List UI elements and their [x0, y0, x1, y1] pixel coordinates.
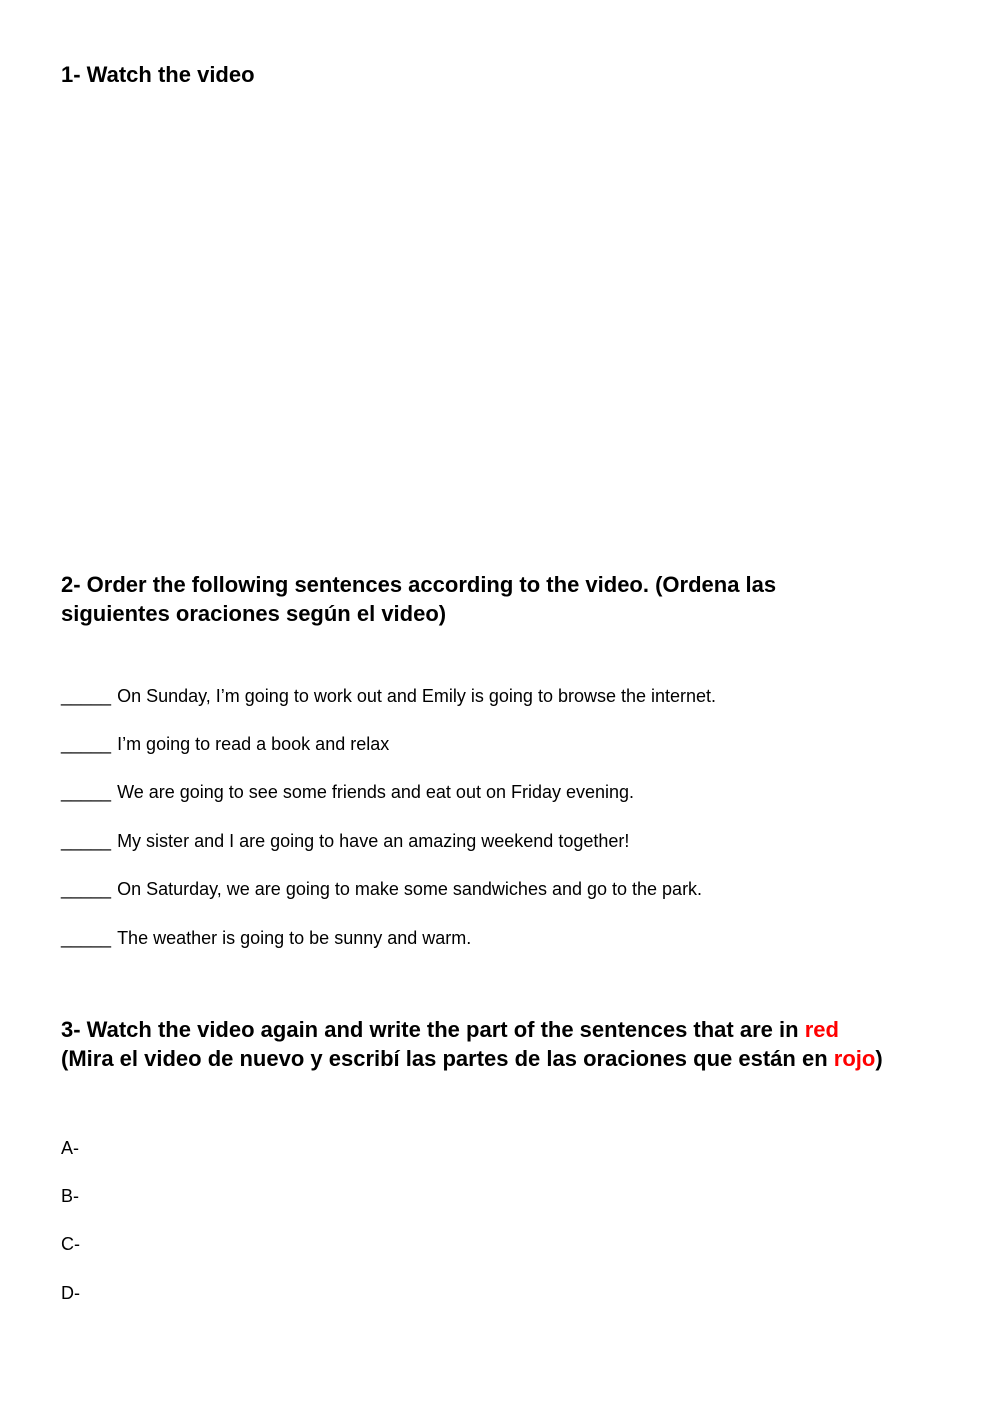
sentence-item-5: [61, 878, 702, 900]
answer-blank[interactable]: _____: [61, 686, 112, 706]
answer-line-b[interactable]: B-: [61, 1186, 79, 1206]
section-3-heading: [61, 1015, 883, 1073]
red-highlight-word: red: [804, 1017, 839, 1042]
answer-blank[interactable]: _____: [61, 879, 112, 899]
answer-line-d[interactable]: D-: [61, 1283, 80, 1303]
section-3-heading-line-2: [61, 1044, 883, 1073]
sentence-text: My sister and I are going to have an amazing weekend together!: [117, 831, 630, 851]
section-2-heading-line-2: siguientes oraciones según el video): [61, 601, 447, 626]
answer-line-c[interactable]: C-: [61, 1234, 80, 1254]
sentence-item-3: [61, 781, 634, 803]
section-3-heading-line-1: [61, 1015, 883, 1044]
sentence-item-2: [61, 733, 389, 755]
sentence-text: I’m going to read a book and relax: [117, 734, 390, 754]
section-3-line-2-text: (Mira el video de nuevo y escribí las partes de las oraciones que están en: [61, 1046, 828, 1071]
sentence-text: The weather is going to be sunny and warm.: [117, 928, 472, 948]
sentence-text: On Saturday, we are going to make some sandwiches and go to the park.: [117, 879, 703, 899]
section-2-heading: [61, 570, 776, 628]
answer-line-a[interactable]: A-: [61, 1138, 79, 1158]
section-3-line-1-text: 3- Watch the video again and write the part of the sentences that are in: [61, 1017, 799, 1042]
answer-blank[interactable]: _____: [61, 928, 112, 948]
sentence-text: On Sunday, I’m going to work out and Emily is going to browse the internet.: [117, 686, 717, 706]
sentence-item-1: [61, 685, 716, 707]
section-1-heading: 1- Watch the video: [61, 62, 255, 87]
answer-blank[interactable]: _____: [61, 734, 112, 754]
answer-blank[interactable]: _____: [61, 782, 112, 802]
sentence-item-4: [61, 830, 629, 852]
closing-paren: ): [875, 1046, 883, 1071]
answer-blank[interactable]: _____: [61, 831, 112, 851]
rojo-highlight-word: rojo: [833, 1046, 876, 1071]
section-2-heading-line-1: 2- Order the following sentences according to the video. (Ordena las: [61, 572, 777, 597]
sentence-text: We are going to see some friends and eat out on Friday evening.: [117, 782, 635, 802]
sentence-item-6: [61, 927, 471, 949]
